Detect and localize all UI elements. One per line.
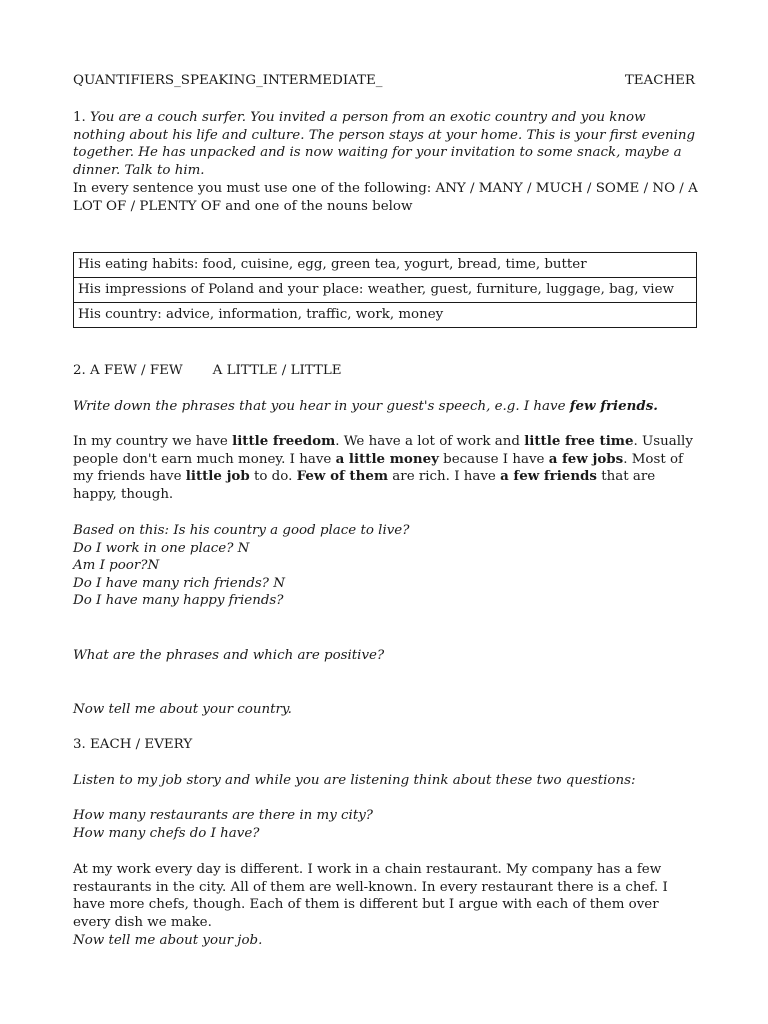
table-cell: His country: advice, information, traffic, work, money [74, 303, 697, 328]
speech-text: In my country we have [73, 434, 233, 449]
highlighted-phrase: a little money [335, 450, 439, 467]
section-3-questions [73, 807, 698, 842]
question-line: Based on this: Is his country a good place to live? [73, 523, 410, 538]
tell-job: Now tell me about your job. [73, 933, 263, 948]
speech-text: . Usually people don't earn much money. I have [73, 434, 693, 467]
highlighted-phrase: little job [185, 468, 250, 485]
phrases-question: What are the phrases and which are positive? [73, 648, 385, 663]
highlighted-phrase: Few of them [296, 468, 389, 485]
highlighted-phrase: little freedom [232, 433, 336, 449]
speech-text: to do. [249, 469, 297, 485]
question-line: Do I have many rich friends? N [73, 575, 285, 591]
section-3-heading: 3. EACH / EVERY [73, 737, 193, 752]
section-2-task [73, 398, 698, 416]
nouns-table [73, 252, 697, 328]
guest-speech-paragraph [73, 433, 698, 503]
table-row [74, 303, 697, 328]
section-2-heading [73, 362, 698, 380]
highlighted-phrase: a few friends [500, 468, 597, 485]
question-line: Do I have many happy friends? [73, 593, 284, 609]
tell-country: Now tell me about your country. [73, 702, 292, 717]
heading-little: A LITTLE / LITTLE [212, 363, 342, 378]
table-row [74, 253, 697, 278]
question-line: How many chefs do I have? [73, 825, 260, 841]
section-3-task: Listen to my job story and while you are listening think about these two questions: [73, 773, 636, 788]
role-label: TEACHER [624, 73, 695, 88]
section-1-instruction: In every sentence you must use one of the following: ANY / MANY / MUCH / SOME / NO / A LOT OF / PLENTY OF and one of the nouns below [73, 181, 698, 214]
section-1-scenario: You are a couch surfer. You invited a person from an exotic country and you know nothing about his life and culture. The person stays at your home. This is your first evening together. He has unpacked and is now waiting for your invitation to some snack, maybe a dinner. Talk to him. [73, 110, 696, 178]
question-line: Do I work in one place? N [73, 540, 250, 556]
job-story: At my work every day is different. I work in a chain restaurant. My company has a few restaurants in the city. All of them are well-known. In every restaurant there is a chef. I have more chefs, though. Each of them is different but I argue with each of them over every dish we make. [73, 862, 668, 930]
question-line: Am I poor?N [73, 558, 160, 574]
highlighted-phrase: little free time [524, 433, 634, 449]
table-cell: His eating habits: food, cuisine, egg, green tea, yogurt, bread, time, butter [74, 253, 697, 278]
speech-text: because I have [438, 451, 549, 467]
table-row [74, 278, 697, 303]
document-title: QUANTIFIERS_SPEAKING_INTERMEDIATE_ [73, 73, 383, 88]
heading-few: 2. A FEW / FEW [73, 363, 183, 378]
speech-text: . Most of my friends have [73, 451, 684, 485]
section-1-number: 1. [73, 110, 86, 125]
speech-text: . We have a lot of work and [335, 434, 525, 449]
highlighted-phrase: a few jobs [548, 450, 624, 467]
question-line: How many restaurants are there in my city? [73, 808, 373, 823]
speech-text: are rich. I have [388, 469, 501, 485]
section-1-prompt [73, 109, 698, 179]
section-2-questions [73, 522, 698, 610]
table-cell: His impressions of Poland and your place: weather, guest, furniture, luggage, bag, view [74, 278, 697, 303]
task-example: few friends. [569, 398, 658, 414]
speech-text: that are happy, though. [73, 469, 656, 502]
task-text: Write down the phrases that you hear in your guest's speech, e.g. I have [73, 399, 570, 414]
